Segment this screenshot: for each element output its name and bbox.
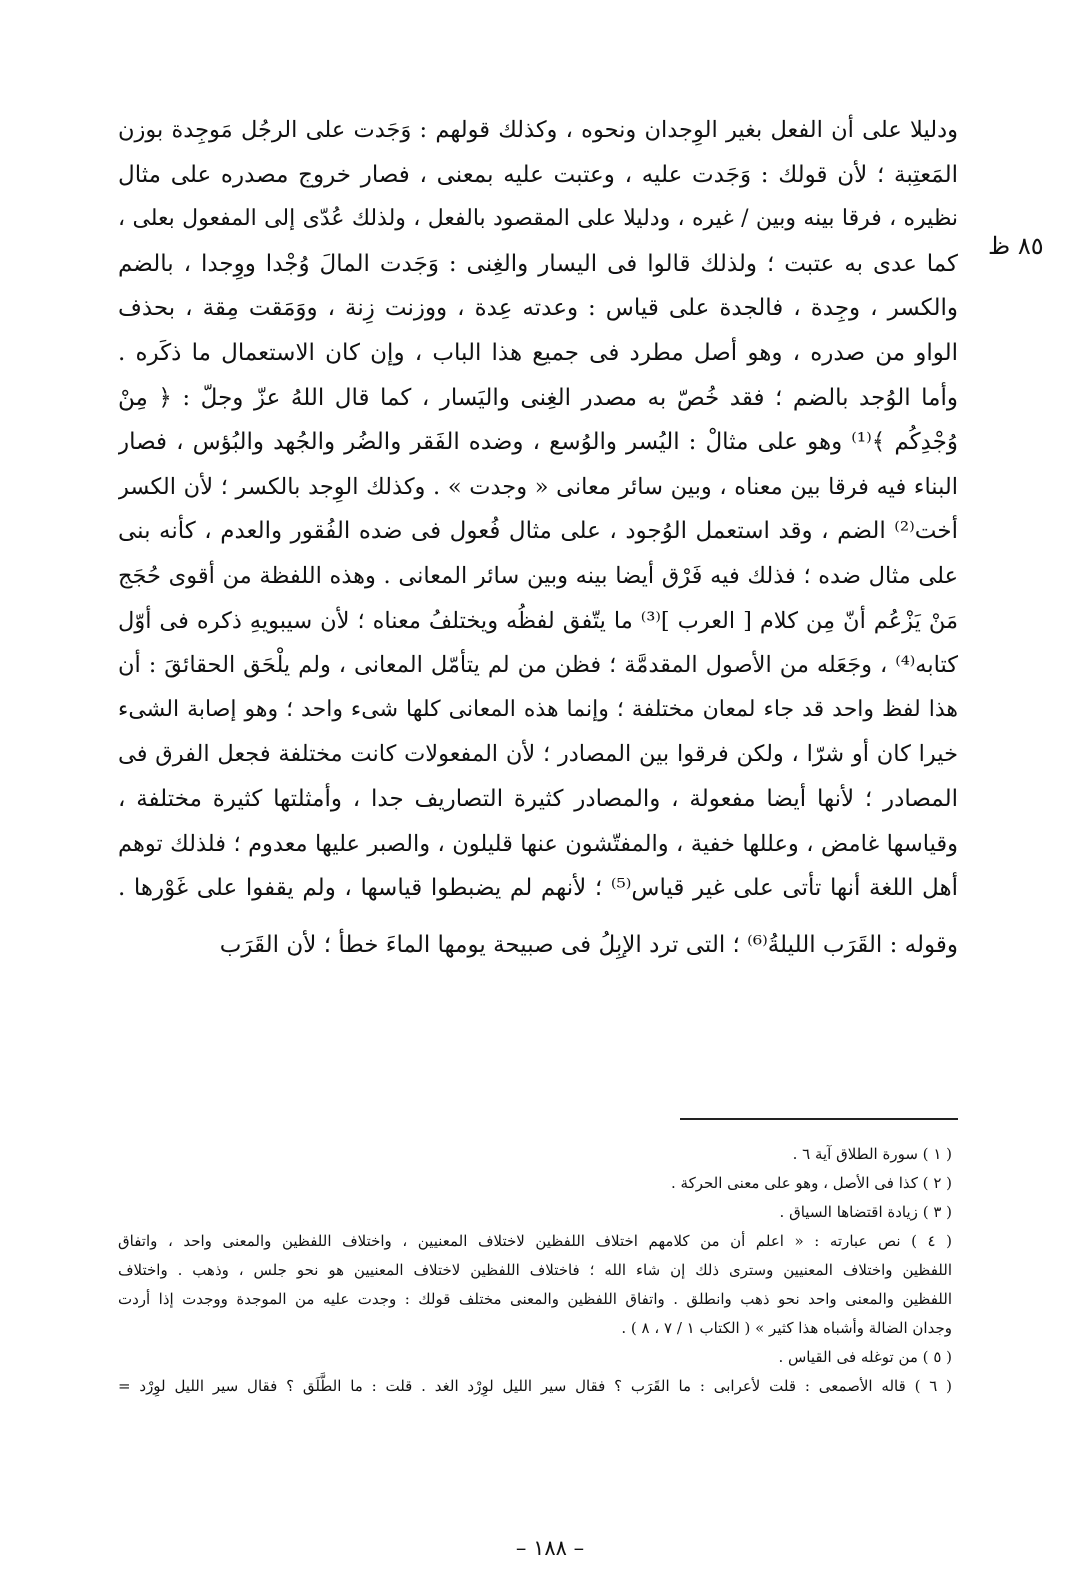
text-line: والكسر ، وجِدة ، فالجدة على قياس : وعدته عِدة ، ووزنت زِنة ، ووَمَقت مِقة ، بحذف — [118, 295, 958, 322]
footnote: ( ٥ ) من توغله فى القياس . — [778, 1348, 952, 1366]
footnote-separator — [680, 1118, 958, 1120]
footnote: ( ٤ ) نص عبارته : « اعلم أن من كلامهم اختلاف اللفظين لاختلاف المعنيين ، واختلاف اللفظين والمعنى واحد ، واتفاق — [118, 1232, 952, 1250]
footnote: ( ٢ ) كذا فى الأصل ، وهو على معنى الحركة . — [670, 1174, 952, 1192]
text-line: البناء فيه فرقا بين معناه ، وبين سائر معانى « وجدت » . وكذلك الوِجد بالكسر ؛ لأن الكسر — [118, 473, 958, 500]
footnotes — [118, 1140, 952, 1401]
text-line: على مثال ضده ؛ فذلك فيه فَرْق أيضا بينه وبين سائر المعانى . وهذه اللفظة من أقوى حُجَج — [118, 562, 958, 589]
footnote-continuation: اللفظين واختلاف المعنيين وسترى ذلك إن شاء الله ؛ فاختلاف اللفظين لاختلاف المعنيين هو نحو جلس ، وذهب . واختلاف — [118, 1261, 952, 1279]
page-number: – ١٨٨ – — [515, 1536, 585, 1560]
footnote: ( ١ ) سورة الطلاق آية ٦ . — [792, 1145, 952, 1163]
text-line: ودليلا على أن الفعل بغير الوِجدان ونحوه ، وكذلك قولهم : وَجَدت على الرجُل مَوجِدة بوزن — [118, 117, 958, 143]
footnote: ( ٦ ) قاله الأصمعى : قلت لأعرابى : ما القَرَب ؟ فقال سير الليل لوِرْد الغد . قلت : ما الطَّلَق ؟ فقال سير الليل لوِرْد = — [118, 1377, 952, 1395]
footnote-continuation: اللفظين والمعنى واحد نحو ذهب وانطلق . واتفاق اللفظين والمعنى مختلف قولك : وجدت عليه من الموجدة ووجدت إذا أردت — [118, 1290, 952, 1308]
text-line: وقوله : القَرَب الليلةُ⁽⁶⁾ ؛ التى ترد الإبِلُ فى صبيحة يومها الماءَ خطأ ؛ لأن القَرَب — [219, 931, 958, 958]
main-text — [118, 108, 958, 967]
footnote: ( ٣ ) زيادة اقتضاها السياق . — [779, 1203, 952, 1221]
text-line: كما عدى به عتبت ؛ ولذلك قالوا فى اليسار والغِنى : وَجَدت المالَ وُجْدا ووِجدا ، بالضم — [118, 250, 958, 277]
text-line: هذا لفظ واحد قد جاء لمعان مختلفة ؛ وإنما هذه المعانى كلها شىء واحد ؛ وهو إصابة الشىء — [118, 696, 958, 722]
folio-margin-note: ٨٥ ظ — [988, 232, 1044, 260]
text-line: وأما الوُجد بالضم ؛ فقد خُصّ به مصدر الغِنى واليَسار ، كما قال اللهُ عزّ وجلّ : ﴿ مِنْ — [118, 384, 958, 411]
footnote-continuation: وجدان الضالة وأشباه هذا كثير » ( الكتاب ١ / ٧ ، ٨ ) . — [621, 1319, 952, 1337]
text-line: خيرا كان أو شرّا ، ولكن فرقوا بين المصادر ؛ لأن المفعولات كانت مختلفة فجعل الفرق فى — [118, 741, 958, 768]
text-line: كتابه⁽⁴⁾ ، وجَعَله من الأصول المقدمَّة ؛ فظن من لم يتأمّل المعانى ، ولم يلْحَق الحقائقَ : أن — [118, 652, 958, 679]
text-line: نظيره ، فرقا بينه وبين / غيره ، ودليلا على المقصود بالفعل ، ولذلك عُدّى إلى المفعول بعلى ، — [118, 206, 958, 232]
text-line: مَنْ يَزْعُم أنّ مِن كلام [ العرب ]⁽³⁾ ما يتّفق لفظُه ويختلفُ معناه ؛ لأن سيبويهِ ذكره فى أوّل — [118, 607, 958, 634]
text-line: المصادر ؛ لأنها أيضا مفعولة ، والمصادر كثيرة التصاريف جدا ، وأمثلتها كثيرة مختلفة ، — [118, 785, 958, 812]
text-line: وقياسها غامض ، وعللها خفية ، والمفتّشون عنها قليلون ، والصبر عليها معدوم ؛ فلذلك توهم — [118, 830, 958, 857]
text-line: المَعتِبة ؛ لأن قولك : وَجَدت عليه ، وعتبت عليه بمعنى ، فصار خروج مصدره على مثال — [118, 161, 958, 188]
text-line: وُجْدِكُم ﴾⁽¹⁾ وهو على مثالْ : اليُسر والوُسع ، وضده الفَقر والضُر والجُهد والبُؤس ، فصار — [118, 429, 958, 456]
text-line: أخت⁽²⁾ الضم ، وقد استعمل الوُجود ، على مثال فُعول فى ضده الفُقور والعدم ، كأنه بنى — [118, 518, 958, 545]
text-line: أهل اللغة أنها تأتى على غير قياس⁽⁵⁾ ؛ لأنهم لم يضبطوا قياسها ، ولم يقفوا على غَوْرها . — [118, 875, 958, 902]
text-line: الواو من صدره ، وهو أصل مطرد فى جميع هذا الباب ، وإن كان الاستعمال ما ذكَره . — [118, 339, 958, 366]
